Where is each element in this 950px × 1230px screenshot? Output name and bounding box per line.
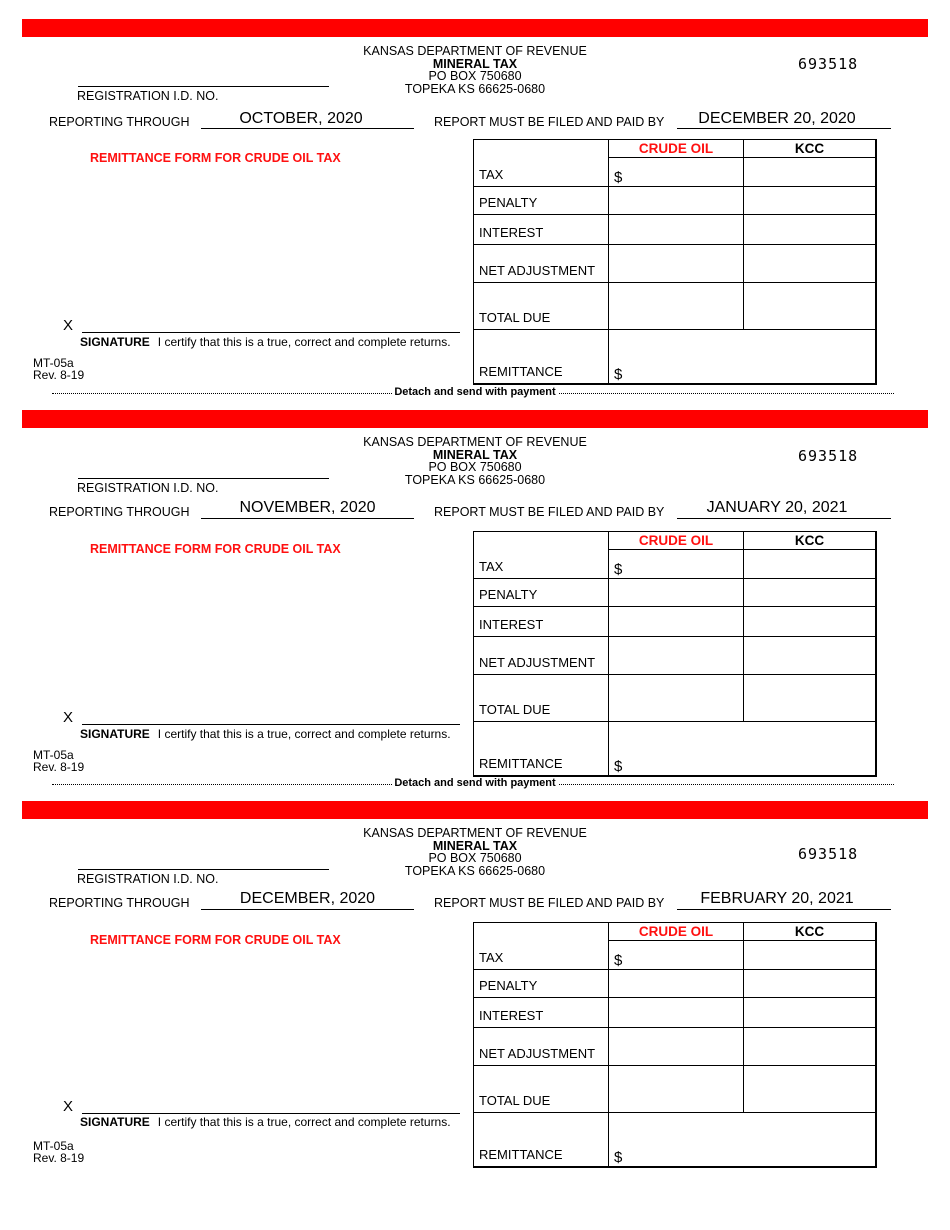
detach-text: Detach and send with payment <box>392 386 558 398</box>
crude-oil-header: CRUDE OIL <box>609 923 744 941</box>
net-adjustment-crude-input[interactable] <box>609 245 744 283</box>
reporting-through-line <box>201 128 414 129</box>
registration-id-input[interactable] <box>78 478 329 479</box>
kcc-header: KCC <box>744 923 877 941</box>
tax-kcc-input[interactable] <box>744 941 877 970</box>
signature-certification <box>80 727 451 741</box>
tax-row-label: TAX <box>474 923 609 970</box>
reporting-through-line <box>201 518 414 519</box>
signature-x-mark: X <box>63 317 74 334</box>
due-date-value: DECEMBER 20, 2020 <box>698 110 856 127</box>
due-date-value: JANUARY 20, 2021 <box>706 499 848 516</box>
header-red-bar <box>22 410 928 428</box>
penalty-kcc-input[interactable] <box>744 187 877 215</box>
interest-row-label: INTEREST <box>474 215 609 245</box>
net-adjustment-row-label: NET ADJUSTMENT <box>474 245 609 283</box>
form-revision <box>33 357 84 381</box>
tax-row-label: TAX <box>474 140 609 187</box>
agency-address <box>300 45 650 95</box>
agency-address <box>300 827 650 877</box>
net-adjustment-row-label: NET ADJUSTMENT <box>474 1028 609 1066</box>
agency-name: KANSAS DEPARTMENT OF REVENUE <box>363 44 587 58</box>
penalty-kcc-input[interactable] <box>744 579 877 607</box>
interest-kcc-input[interactable] <box>744 607 877 637</box>
reporting-through-value: DECEMBER, 2020 <box>239 890 376 907</box>
remittance-form-title: REMITTANCE FORM FOR CRUDE OIL TAX <box>90 542 341 556</box>
agency-name: KANSAS DEPARTMENT OF REVENUE <box>363 826 587 840</box>
tax-crude-input[interactable]: $ <box>609 158 744 187</box>
tax-kcc-input[interactable] <box>744 550 877 579</box>
form-number: 693518 <box>798 845 859 863</box>
interest-crude-input[interactable] <box>609 607 744 637</box>
agency-city: TOPEKA KS 66625-0680 <box>404 81 546 96</box>
remittance-row-label: REMITTANCE <box>474 722 609 777</box>
tax-crude-input[interactable]: $ <box>609 941 744 970</box>
reporting-through-value: NOVEMBER, 2020 <box>239 499 376 516</box>
remittance-form-2 <box>0 391 950 789</box>
kcc-header: KCC <box>744 140 877 158</box>
signature-certification <box>80 1115 451 1129</box>
signature-label: SIGNATURE <box>80 727 150 741</box>
crude-oil-header: CRUDE OIL <box>609 532 744 550</box>
total-due-crude-input[interactable] <box>609 1066 744 1113</box>
agency-address <box>300 436 650 486</box>
tax-table <box>473 922 877 1168</box>
tax-crude-input[interactable]: $ <box>609 550 744 579</box>
tax-row-label: TAX <box>474 532 609 579</box>
penalty-row-label: PENALTY <box>474 970 609 998</box>
interest-crude-input[interactable] <box>609 215 744 245</box>
total-due-row-label: TOTAL DUE <box>474 675 609 722</box>
detach-text: Detach and send with payment <box>392 777 558 789</box>
form-code: MT-05a <box>33 748 74 762</box>
agency-name: KANSAS DEPARTMENT OF REVENUE <box>363 435 587 449</box>
signature-x-mark: X <box>63 1098 74 1115</box>
reporting-through-label: REPORTING THROUGH <box>49 505 190 519</box>
interest-kcc-input[interactable] <box>744 215 877 245</box>
registration-id-input[interactable] <box>78 869 329 870</box>
remittance-form-1 <box>0 0 950 398</box>
remittance-amount-input[interactable]: $ <box>609 1113 877 1168</box>
agency-po-box: PO BOX 750680 <box>428 460 522 474</box>
penalty-row-label: PENALTY <box>474 579 609 607</box>
net-adjustment-kcc-input[interactable] <box>744 1028 877 1066</box>
due-date-value: FEBRUARY 20, 2021 <box>700 890 854 907</box>
form-code: MT-05a <box>33 356 74 370</box>
filed-by-label: REPORT MUST BE FILED AND PAID BY <box>434 505 665 519</box>
filed-by-label: REPORT MUST BE FILED AND PAID BY <box>434 115 665 129</box>
agency-city: TOPEKA KS 66625-0680 <box>404 472 546 487</box>
kcc-header: KCC <box>744 532 877 550</box>
due-date-line <box>677 909 891 910</box>
registration-id-label: REGISTRATION I.D. NO. <box>77 872 219 886</box>
revision-date: Rev. 8-19 <box>33 368 85 382</box>
agency-division: MINERAL TAX <box>432 447 518 462</box>
signature-input[interactable] <box>82 332 460 333</box>
certify-text: I certify that this is a true, correct and complete returns. <box>157 335 451 349</box>
total-due-row-label: TOTAL DUE <box>474 1066 609 1113</box>
agency-po-box: PO BOX 750680 <box>428 69 522 83</box>
certify-text: I certify that this is a true, correct and complete returns. <box>157 1115 451 1129</box>
registration-id-input[interactable] <box>78 86 329 87</box>
penalty-crude-input[interactable] <box>609 970 744 998</box>
form-code: MT-05a <box>33 1139 74 1153</box>
remittance-amount-input[interactable]: $ <box>609 722 877 777</box>
net-adjustment-row-label: NET ADJUSTMENT <box>474 637 609 675</box>
signature-label: SIGNATURE <box>80 335 150 349</box>
total-due-crude-input[interactable] <box>609 675 744 722</box>
header-red-bar <box>22 19 928 37</box>
total-due-kcc-input[interactable] <box>744 283 877 330</box>
registration-id-label: REGISTRATION I.D. NO. <box>77 481 219 495</box>
reporting-through-label: REPORTING THROUGH <box>49 115 190 129</box>
net-adjustment-kcc-input[interactable] <box>744 245 877 283</box>
remittance-form-title: REMITTANCE FORM FOR CRUDE OIL TAX <box>90 151 341 165</box>
penalty-crude-input[interactable] <box>609 187 744 215</box>
interest-crude-input[interactable] <box>609 998 744 1028</box>
penalty-crude-input[interactable] <box>609 579 744 607</box>
remittance-row-label: REMITTANCE <box>474 1113 609 1168</box>
crude-oil-header: CRUDE OIL <box>609 140 744 158</box>
net-adjustment-crude-input[interactable] <box>609 1028 744 1066</box>
registration-id-label: REGISTRATION I.D. NO. <box>77 89 219 103</box>
agency-po-box: PO BOX 750680 <box>428 851 522 865</box>
reporting-through-label: REPORTING THROUGH <box>49 896 190 910</box>
header-red-bar <box>22 801 928 819</box>
signature-certification <box>80 335 451 349</box>
form-number: 693518 <box>798 447 859 465</box>
penalty-row-label: PENALTY <box>474 187 609 215</box>
remittance-form-3 <box>0 782 950 1172</box>
tax-table <box>473 139 877 385</box>
remittance-amount-input[interactable]: $ <box>609 330 877 385</box>
agency-city: TOPEKA KS 66625-0680 <box>404 863 546 878</box>
signature-input[interactable] <box>82 724 460 725</box>
interest-kcc-input[interactable] <box>744 998 877 1028</box>
net-adjustment-crude-input[interactable] <box>609 637 744 675</box>
total-due-kcc-input[interactable] <box>744 1066 877 1113</box>
remittance-form-title: REMITTANCE FORM FOR CRUDE OIL TAX <box>90 933 341 947</box>
agency-division: MINERAL TAX <box>432 56 518 71</box>
interest-row-label: INTEREST <box>474 607 609 637</box>
signature-x-mark: X <box>63 709 74 726</box>
reporting-through-value: OCTOBER, 2020 <box>239 110 363 127</box>
interest-row-label: INTEREST <box>474 998 609 1028</box>
reporting-through-line <box>201 909 414 910</box>
due-date-line <box>677 518 891 519</box>
revision-date: Rev. 8-19 <box>33 1151 85 1165</box>
agency-division: MINERAL TAX <box>432 838 518 853</box>
due-date-line <box>677 128 891 129</box>
signature-label: SIGNATURE <box>80 1115 150 1129</box>
form-number: 693518 <box>798 55 859 73</box>
total-due-row-label: TOTAL DUE <box>474 283 609 330</box>
revision-date: Rev. 8-19 <box>33 760 85 774</box>
net-adjustment-kcc-input[interactable] <box>744 637 877 675</box>
tax-kcc-input[interactable] <box>744 158 877 187</box>
penalty-kcc-input[interactable] <box>744 970 877 998</box>
certify-text: I certify that this is a true, correct and complete returns. <box>157 727 451 741</box>
remittance-row-label: REMITTANCE <box>474 330 609 385</box>
tax-table <box>473 531 877 777</box>
total-due-crude-input[interactable] <box>609 283 744 330</box>
signature-input[interactable] <box>82 1113 460 1114</box>
filed-by-label: REPORT MUST BE FILED AND PAID BY <box>434 896 665 910</box>
total-due-kcc-input[interactable] <box>744 675 877 722</box>
form-revision <box>33 749 84 773</box>
form-revision <box>33 1140 84 1164</box>
